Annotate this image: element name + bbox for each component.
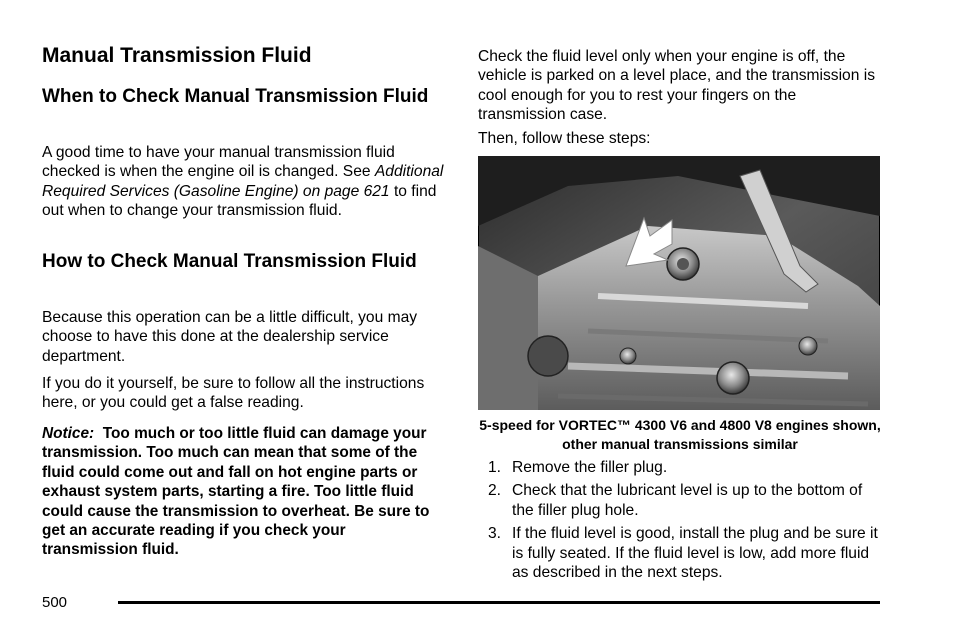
- list-item: [478, 481, 882, 520]
- step-text: If the fluid level is good, install the plug and be sure it is fully seated. If the fluid level is low, add more fluid as described in the next steps.: [512, 525, 878, 582]
- step-text: Remove the filler plug.: [512, 459, 668, 476]
- steps-list: [478, 458, 882, 586]
- list-item: [478, 524, 882, 582]
- when-to-check-paragraph: [42, 143, 444, 221]
- when-text-pre: A good time to have your manual transmission fluid checked is when the engine oil is changed. See: [42, 144, 395, 181]
- how-to-check-paragraph-1: Because this operation can be a little difficult, you may choose to have this done at the dealership service department.: [42, 309, 418, 365]
- step-number: 2.: [488, 482, 502, 500]
- when-to-check-heading: When to Check Manual Transmission Fluid: [42, 86, 429, 107]
- how-to-check-heading: How to Check Manual Transmission Fluid: [42, 251, 417, 272]
- page-title: Manual Transmission Fluid: [42, 44, 312, 67]
- how-to-check-paragraph-2: If you do it yourself, be sure to follow all the instructions here, or you could get a false reading.: [42, 375, 425, 412]
- notice-text: Too much or too little fluid can damage your transmission. Too much can mean that some of the fluid could come out and fall on hot engine parts or exhaust system parts, starting a fire. Too little fluid could cause the transmission to overheat. Be sure to get an accurate reading if you check your transmission fluid.: [42, 425, 430, 559]
- service-reference-link[interactable]: Additional Required Services (Gasoline Engine) on page 621: [42, 163, 444, 200]
- photo-caption: 5-speed for VORTEC™ 4300 V6 and 4800 V8 engines shown, other manual transmissions similar: [479, 417, 881, 452]
- step-number: 3.: [488, 525, 502, 543]
- notice-block: [42, 424, 444, 560]
- transmission-photo: [478, 156, 880, 410]
- step-number: 1.: [488, 459, 502, 476]
- step-text: Check that the lubricant level is up to the bottom of the filler plug hole.: [512, 482, 863, 519]
- footer-rule: [118, 601, 880, 604]
- check-conditions-paragraph: Check the fluid level only when your engine is off, the vehicle is parked on a level place, and the transmission is cool enough for you to rest your fingers on the transmission case.: [478, 48, 875, 124]
- notice-label: Notice:: [42, 425, 95, 442]
- list-item: [478, 458, 882, 477]
- when-text-post: to find out when to change your transmission fluid.: [42, 182, 437, 220]
- page-number: 500: [42, 594, 68, 611]
- follow-steps-text: Then, follow these steps:: [478, 130, 651, 147]
